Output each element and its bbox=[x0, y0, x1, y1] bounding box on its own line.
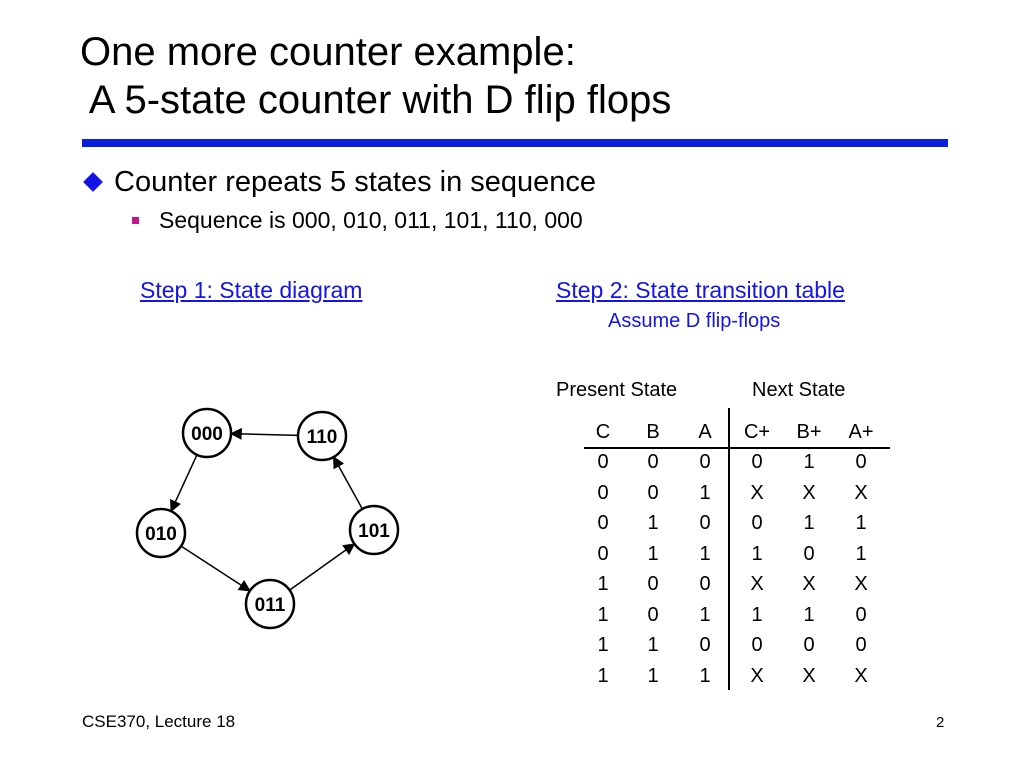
table-cell: 1 bbox=[803, 512, 815, 534]
table-cell: 1 bbox=[597, 664, 609, 687]
next-state-header: Next State bbox=[752, 379, 846, 401]
table-cell: 1 bbox=[597, 603, 609, 626]
transition-arrow-000-to-010 bbox=[171, 455, 197, 511]
table-cell: C bbox=[595, 421, 611, 443]
table-cell: 0 bbox=[751, 634, 763, 656]
table-row bbox=[580, 631, 900, 661]
table-cell: 1 bbox=[597, 634, 609, 656]
table-cell: 0 bbox=[803, 542, 815, 565]
table-cell: 0 bbox=[699, 451, 711, 473]
table-cell: B bbox=[646, 421, 660, 443]
table-cell: X bbox=[750, 481, 764, 504]
table-column-divider bbox=[728, 408, 730, 690]
step2-link[interactable]: Step 2: State transition table bbox=[556, 277, 845, 303]
step2-note: Assume D flip-flops bbox=[608, 310, 781, 332]
table-cell: 1 bbox=[647, 634, 659, 656]
table-cell: 0 bbox=[597, 481, 609, 504]
table-cell: 1 bbox=[699, 542, 711, 565]
table-cell: A bbox=[698, 421, 712, 443]
table-cell: A+ bbox=[848, 421, 874, 443]
table-cell: 0 bbox=[751, 512, 763, 534]
title-line-1: One more counter example: bbox=[80, 30, 576, 74]
state-node-101 bbox=[350, 506, 398, 554]
table-cell: 0 bbox=[647, 451, 659, 473]
bullet-text: Counter repeats 5 states in sequence bbox=[114, 166, 597, 198]
table-cell: X bbox=[750, 573, 764, 595]
table-cell: 0 bbox=[597, 512, 609, 534]
state-label: 010 bbox=[145, 524, 177, 545]
table-cell: X bbox=[750, 664, 764, 687]
table-cell: X bbox=[802, 664, 816, 687]
state-label: 011 bbox=[254, 595, 286, 616]
page-number: 2 bbox=[936, 714, 945, 731]
table-cell: 0 bbox=[855, 603, 867, 626]
state-node-110 bbox=[298, 412, 346, 460]
state-node-010 bbox=[137, 509, 185, 557]
table-cell: 0 bbox=[647, 603, 659, 626]
table-cell: 0 bbox=[751, 451, 763, 473]
state-label: 110 bbox=[306, 427, 338, 448]
transition-arrow-110-to-000 bbox=[231, 434, 298, 436]
state-label: 101 bbox=[358, 521, 390, 542]
table-cell: 1 bbox=[803, 603, 815, 626]
table-row bbox=[580, 570, 900, 600]
table-row bbox=[580, 448, 900, 478]
table-cell: X bbox=[854, 664, 868, 687]
transition-arrow-010-to-011 bbox=[181, 546, 250, 591]
table-cell: 0 bbox=[855, 451, 867, 473]
table-cell: 1 bbox=[647, 542, 659, 565]
transition-arrow-101-to-110 bbox=[334, 457, 363, 509]
state-node-000 bbox=[183, 409, 231, 457]
table-row bbox=[580, 479, 900, 509]
table-cell: 1 bbox=[803, 451, 815, 473]
state-node-011 bbox=[246, 580, 294, 628]
footer-course: CSE370, Lecture 18 bbox=[82, 712, 236, 731]
table-cell: X bbox=[854, 481, 868, 504]
table-cell: 1 bbox=[699, 481, 711, 504]
step1-link[interactable]: Step 1: State diagram bbox=[140, 277, 363, 303]
title-line-2: A 5-state counter with D flip flops bbox=[80, 78, 672, 122]
table-cell: C+ bbox=[743, 421, 771, 443]
table-cell: 1 bbox=[647, 512, 659, 534]
sub-bullet-text: Sequence is 000, 010, 011, 101, 110, 000 bbox=[159, 207, 583, 233]
table-row bbox=[580, 601, 900, 631]
table-cell: 0 bbox=[699, 573, 711, 595]
table-cell: 0 bbox=[647, 481, 659, 504]
table-cell: 1 bbox=[855, 512, 867, 534]
table-cell: 0 bbox=[647, 573, 659, 595]
table-cell: 1 bbox=[699, 664, 711, 687]
table-cell: 0 bbox=[699, 512, 711, 534]
table-cell: B+ bbox=[796, 421, 822, 443]
state-label: 000 bbox=[191, 424, 223, 445]
table-cell: 1 bbox=[751, 603, 763, 626]
table-row bbox=[580, 662, 900, 692]
table-cell: 1 bbox=[597, 573, 609, 595]
table-cell: X bbox=[802, 573, 816, 595]
table-row bbox=[580, 540, 900, 570]
table-cell: 0 bbox=[597, 451, 609, 473]
table-cell: 1 bbox=[647, 664, 659, 687]
transition-arrow-011-to-101 bbox=[290, 544, 355, 590]
table-row bbox=[580, 509, 900, 539]
table-cell: X bbox=[802, 481, 816, 504]
table-cell: X bbox=[854, 573, 868, 595]
table-cell: 0 bbox=[803, 634, 815, 656]
table-cell: 1 bbox=[855, 542, 867, 565]
table-cell: 0 bbox=[699, 634, 711, 656]
table-header-rule bbox=[584, 447, 890, 449]
table-cell: 1 bbox=[699, 603, 711, 626]
present-state-header: Present State bbox=[556, 379, 678, 401]
table-header-row bbox=[580, 418, 900, 448]
table-cell: 0 bbox=[597, 542, 609, 565]
table-cell: 0 bbox=[855, 634, 867, 656]
table-cell: 1 bbox=[751, 542, 763, 565]
